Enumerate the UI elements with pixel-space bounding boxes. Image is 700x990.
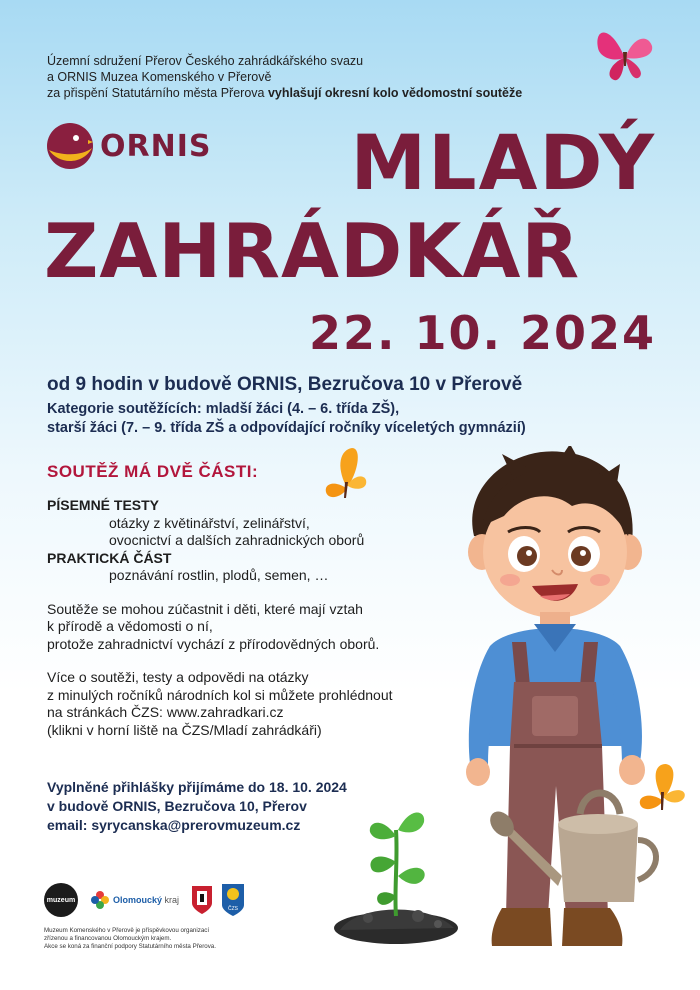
intro-line-3-prefix: za přispění Statutárního města Přerova (47, 86, 268, 100)
flower-icon (90, 890, 110, 910)
event-date: 22. 10. 2024 (308, 306, 656, 360)
written-tests-title: PÍSEMNÉ TESTY (47, 497, 160, 513)
venue-line: od 9 hodin v budově ORNIS, Bezručova 10 v Přerově (47, 374, 523, 395)
written-tests-desc-1: otázky z květinářství, zelinářství, (109, 514, 310, 531)
olomoucky-text (113, 895, 179, 905)
muzeum-logo: muzeum (44, 883, 78, 917)
categories-line-1: Kategorie soutěžících: mladší žáci (4. – 6. třída ZŠ), (47, 401, 400, 417)
olomoucky-kraj-logo (90, 890, 179, 910)
orange-butterfly-icon (322, 446, 372, 504)
categories (47, 400, 526, 438)
application-email: email: syrycanska@prerovmuzeum.cz (47, 817, 301, 833)
body-text (47, 497, 467, 739)
para1-line-1: Soutěže se mohou zúčastnit i děti, které mají vztah (47, 600, 363, 617)
title-line-1: MLADÝ (350, 118, 656, 207)
footer-note-1: Muzeum Komenského v Přerově je příspěvkovou organizací (44, 927, 210, 934)
para2-line-4: (klikni v horní liště na ČZS/Mladí zahrádkáři) (47, 721, 322, 738)
intro-line-1: Územní sdružení Přerov Českého zahrádkářského svazu (47, 54, 364, 68)
czs-logo (221, 883, 245, 917)
para2-line-1: Více o soutěži, testy a odpovědi na otázky (47, 669, 309, 685)
footer-note (44, 927, 294, 951)
butterfly-on-can-icon (634, 762, 690, 816)
application-info (47, 778, 347, 835)
olomoucky-word: Olomoucký (113, 895, 163, 905)
application-line-1: Vyplněné přihlášky přijímáme do 18. 10. 2024 (47, 779, 347, 795)
para2-line-2: z minulých ročníků národních kol si můžete prohlédnout (47, 686, 393, 703)
para2-line-3: na stránkách ČZS: www.zahradkari.cz (47, 704, 284, 720)
footer-note-3: Akce se koná za finanční podpory Statutárního města Přerova. (44, 943, 216, 950)
ornis-logo-text: ORNIS (100, 128, 212, 164)
para1-line-3: protože zahradnictví vychází z přírodovědných oborů. (47, 635, 380, 652)
czs-text: ČZS (228, 906, 239, 912)
parts-heading: SOUTĚŽ MÁ DVĚ ČÁSTI: (47, 462, 259, 481)
footer-note-2: zřízenou a financovanou Olomouckým krajem. (44, 935, 172, 942)
intro-line-3 (47, 85, 607, 101)
ornis-logo (46, 122, 211, 170)
partner-logos (44, 877, 294, 923)
intro-line-3-bold: vyhlašují okresní kolo vědomostní soutěže (267, 86, 523, 100)
prerov-crest-icon (191, 885, 213, 915)
categories-line-2: starší žáci (7. – 9. třída ZŠ a odpovídající ročníky víceletých gymnázií) (47, 420, 526, 436)
seedling-illustration (318, 800, 468, 952)
written-tests-desc-2: ovocnictví a dalších zahradnických oborů (109, 532, 365, 548)
para1-line-2: k přírodě a vědomosti o ní, (47, 618, 213, 634)
intro-text (47, 53, 607, 101)
application-line-2: v budově ORNIS, Bezručova 10, Přerov (47, 798, 307, 814)
footer (44, 877, 294, 951)
kraj-word: kraj (164, 895, 180, 905)
practical-title: PRAKTICKÁ ČÁST (47, 549, 172, 566)
intro-line-2: a ORNIS Muzea Komenského v Přerově (47, 70, 272, 84)
practical-desc: poznávání rostlin, plodů, semen, … (109, 567, 329, 583)
title-line-2: ZAHRÁDKÁŘ (44, 207, 581, 295)
ornis-bird-icon (46, 122, 94, 170)
